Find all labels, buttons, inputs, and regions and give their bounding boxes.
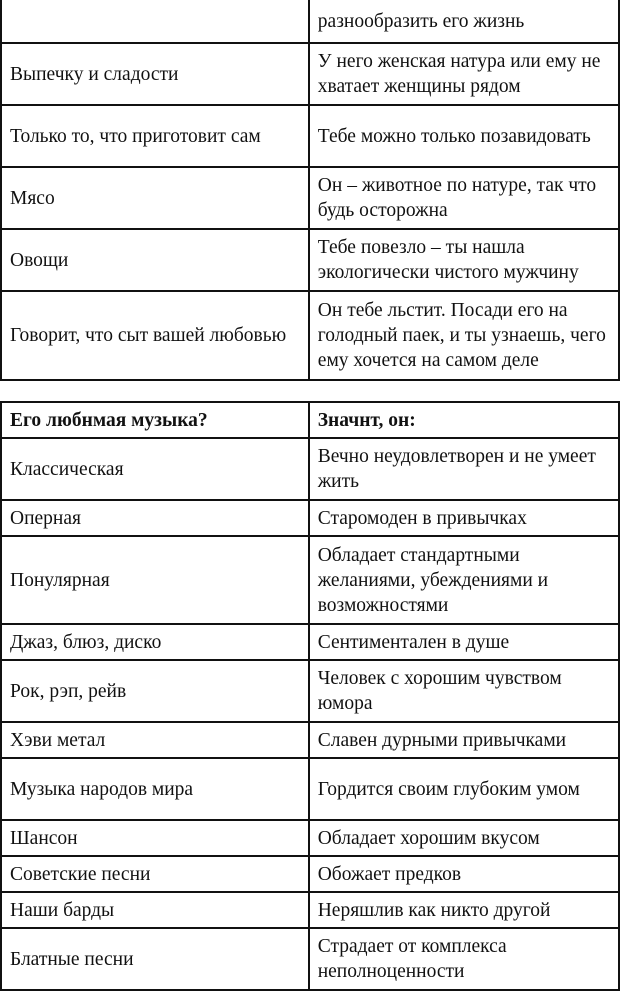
- table-row: [1, 500, 619, 536]
- meaning-cell: Гордится своим глубоким умом: [309, 758, 619, 820]
- choice-cell: Выпечку и сладости: [1, 43, 309, 105]
- choice-cell: Классическая: [1, 438, 309, 500]
- choice-cell: Хэви метал: [1, 722, 309, 758]
- meaning-cell: Старомоден в привычках: [309, 500, 619, 536]
- food-table: [0, 0, 620, 381]
- meaning-cell: Сентиментален в душе: [309, 624, 619, 660]
- meaning-cell: Неряшлив как никто другой: [309, 892, 619, 928]
- meaning-cell: Человек с хорошим чувством юмора: [309, 660, 619, 722]
- meaning-cell: Вечно неудовлетворен и не умеет жить: [309, 438, 619, 500]
- meaning-cell: Страдает от комплекса неполноценности: [309, 928, 619, 990]
- table-row: [1, 43, 619, 105]
- choice-cell: Только то, что приготовит сам: [1, 105, 309, 167]
- choice-cell: Шансон: [1, 820, 309, 856]
- table-row: [1, 0, 619, 43]
- table-row: [1, 105, 619, 167]
- table-row: [1, 758, 619, 820]
- table-header-row: [1, 402, 619, 438]
- table-row: [1, 291, 619, 380]
- table-row: [1, 438, 619, 500]
- header-question: Его любнмая музыка?: [1, 402, 309, 438]
- choice-cell: Музыка народов мира: [1, 758, 309, 820]
- table-row: [1, 892, 619, 928]
- choice-cell: Говорит, что сыт вашей любовью: [1, 291, 309, 380]
- table-row: [1, 167, 619, 229]
- choice-cell: Блатные песни: [1, 928, 309, 990]
- choice-cell: Советские песни: [1, 856, 309, 892]
- meaning-cell: У него женская натура или ему не хватает женщины рядом: [309, 43, 619, 105]
- choice-cell: Оперная: [1, 500, 309, 536]
- table-row: [1, 536, 619, 624]
- choice-cell: Рок, рэп, рейв: [1, 660, 309, 722]
- music-table: [0, 401, 620, 991]
- meaning-cell: Обожает предков: [309, 856, 619, 892]
- choice-cell: Понулярная: [1, 536, 309, 624]
- meaning-cell: Тебе повезло – ты нашла экологически чистого мужчину: [309, 229, 619, 291]
- meaning-cell: разнообразить его жизнь: [309, 0, 619, 43]
- meaning-cell: Славен дурными привычками: [309, 722, 619, 758]
- header-answer: Значнт, он:: [309, 402, 619, 438]
- meaning-cell: Обладает стандартными желаниями, убеждениями и возможностями: [309, 536, 619, 624]
- choice-cell: Мясо: [1, 167, 309, 229]
- choice-cell: Овощи: [1, 229, 309, 291]
- table-row: [1, 624, 619, 660]
- table-row: [1, 928, 619, 990]
- choice-cell: [1, 0, 309, 43]
- choice-cell: Джаз, блюз, диско: [1, 624, 309, 660]
- table-row: [1, 229, 619, 291]
- meaning-cell: Он тебе льстит. Посади его на голодный паек, и ты узнаешь, чего ему хочется на самом деле: [309, 291, 619, 380]
- table-row: [1, 856, 619, 892]
- meaning-cell: Обладает хорошим вкусом: [309, 820, 619, 856]
- choice-cell: Наши барды: [1, 892, 309, 928]
- table-row: [1, 820, 619, 856]
- table-row: [1, 722, 619, 758]
- meaning-cell: Он – животное по натуре, так что будь осторожна: [309, 167, 619, 229]
- table-row: [1, 660, 619, 722]
- meaning-cell: Тебе можно только позавидовать: [309, 105, 619, 167]
